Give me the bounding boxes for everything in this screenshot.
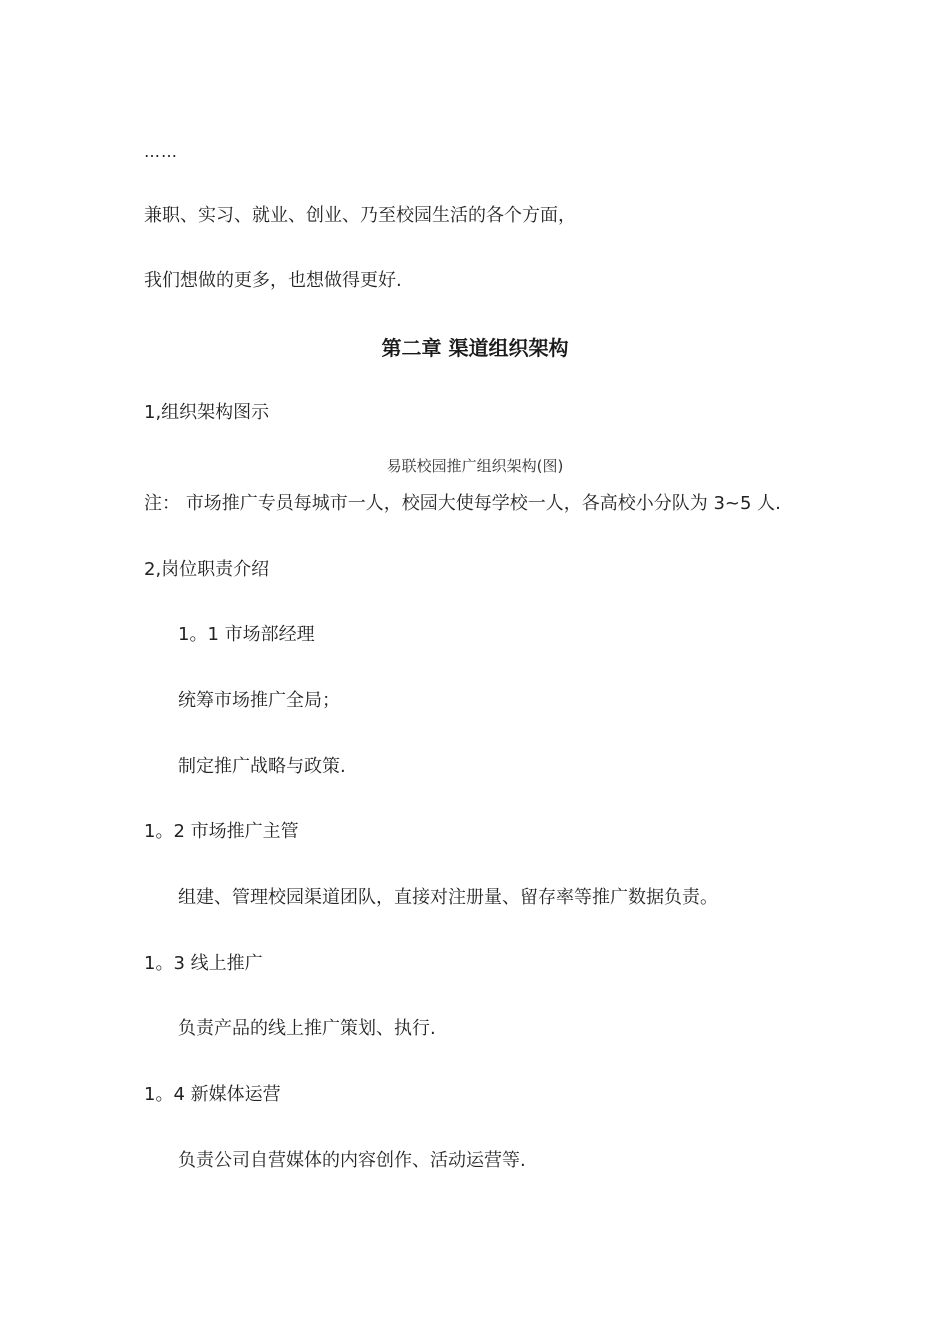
role-duty-text: 负责产品的线上推广策划、执行. bbox=[178, 1018, 436, 1039]
role-title-new-media-operations: 1。4 新媒体运营 bbox=[144, 1084, 281, 1105]
role-duty-text: 负责公司自营媒体的内容创作、活动运营等. bbox=[178, 1150, 526, 1171]
intro-paragraph-1: 兼职、实习、就业、创业、乃至校园生活的各个方面， bbox=[144, 205, 576, 226]
note-paragraph: 注： 市场推广专员每城市一人，校园大使每学校一人，各高校小分队为 3~5 人. bbox=[144, 493, 781, 514]
ellipsis-text: …… bbox=[144, 142, 178, 161]
section-title-duties: 2,岗位职责介绍 bbox=[144, 559, 270, 580]
role-duty-text: 统筹市场推广全局； bbox=[178, 690, 340, 711]
role-title-market-manager: 1。1 市场部经理 bbox=[178, 624, 315, 645]
role-duty-text: 组建、管理校园渠道团队，直接对注册量、留存率等推广数据负责。 bbox=[178, 887, 718, 908]
role-title-promotion-supervisor: 1。2 市场推广主管 bbox=[144, 821, 299, 842]
role-duty-text: 制定推广战略与政策. bbox=[178, 756, 346, 777]
intro-paragraph-2: 我们想做的更多，也想做得更好. bbox=[144, 270, 402, 291]
figure-caption: 易联校园推广组织架构(图) bbox=[386, 457, 564, 475]
chapter-title: 第二章 渠道组织架构 bbox=[381, 336, 569, 360]
role-title-online-promotion: 1。3 线上推广 bbox=[144, 953, 263, 974]
section-title-org-chart: 1,组织架构图示 bbox=[144, 402, 270, 423]
